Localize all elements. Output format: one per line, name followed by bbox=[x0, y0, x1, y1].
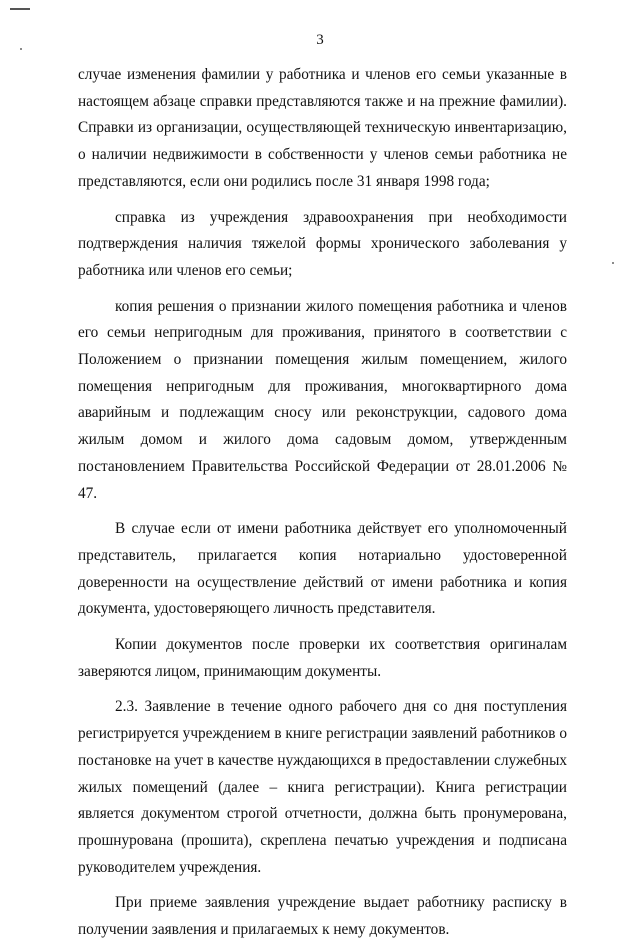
scan-corner-mark bbox=[10, 8, 30, 10]
paragraph-representative: В случае если от имени работника действует его уполномоченный представитель, прилагается копия нотариально удостоверенной доверенности на осуществление действий от имени работника и копия документа, удостоверяющего личность представителя. bbox=[78, 520, 567, 618]
scan-speck bbox=[612, 262, 614, 264]
paragraph-housing-decision: копия решения о признании жилого помещения работника и членов его семьи непригодным для проживания, принятого в соответствии с Положением о признании помещения жилым помещением, жилого помещения непригодным для проживания, многоквартирного дома аварийным и подлежащим сносу или реконструкции, садового дома жилым домом и жилого дома садовым домом, утвержденным постановлением Правительства Российской Федерации от 28.01.2006 № 47. bbox=[78, 297, 567, 502]
document-body bbox=[78, 62, 567, 944]
paragraph-2-3-registration: 2.3. Заявление в течение одного рабочего дня со дня поступления регистрируется учреждением в книге регистрации заявлений работников о постановке на учет в качестве нуждающихся в предоставлении служебных жилых помещений (далее – книга регистрации). Книга регистрации является документом строгой отчетности, должна быть пронумерована, прошнурована (прошита), скреплена печатью учреждения и подписана руководителем учреждения. bbox=[78, 698, 567, 876]
paragraph-receipt: При приеме заявления учреждение выдает работнику расписку в получении заявления и прилагаемых к нему документов. bbox=[78, 894, 567, 939]
paragraph-continuation: случае изменения фамилии у работника и членов его семьи указанные в настоящем абзаце справки представляются также и на прежние фамилии). Справки из организации, осуществляющей техническую инвентаризацию, о наличии недвижимости в собственности у членов семьи работника не представляются, если они родились после 31 января 1998 года; bbox=[78, 66, 567, 190]
paragraph-medical-certificate: справка из учреждения здравоохранения при необходимости подтверждения наличия тяжелой формы хронического заболевания у работника или членов его семьи; bbox=[78, 208, 567, 279]
paragraph-copies: Копии документов после проверки их соответствия оригиналам заверяются лицом, принимающим документы. bbox=[78, 636, 567, 680]
page-number: 3 bbox=[316, 32, 324, 48]
